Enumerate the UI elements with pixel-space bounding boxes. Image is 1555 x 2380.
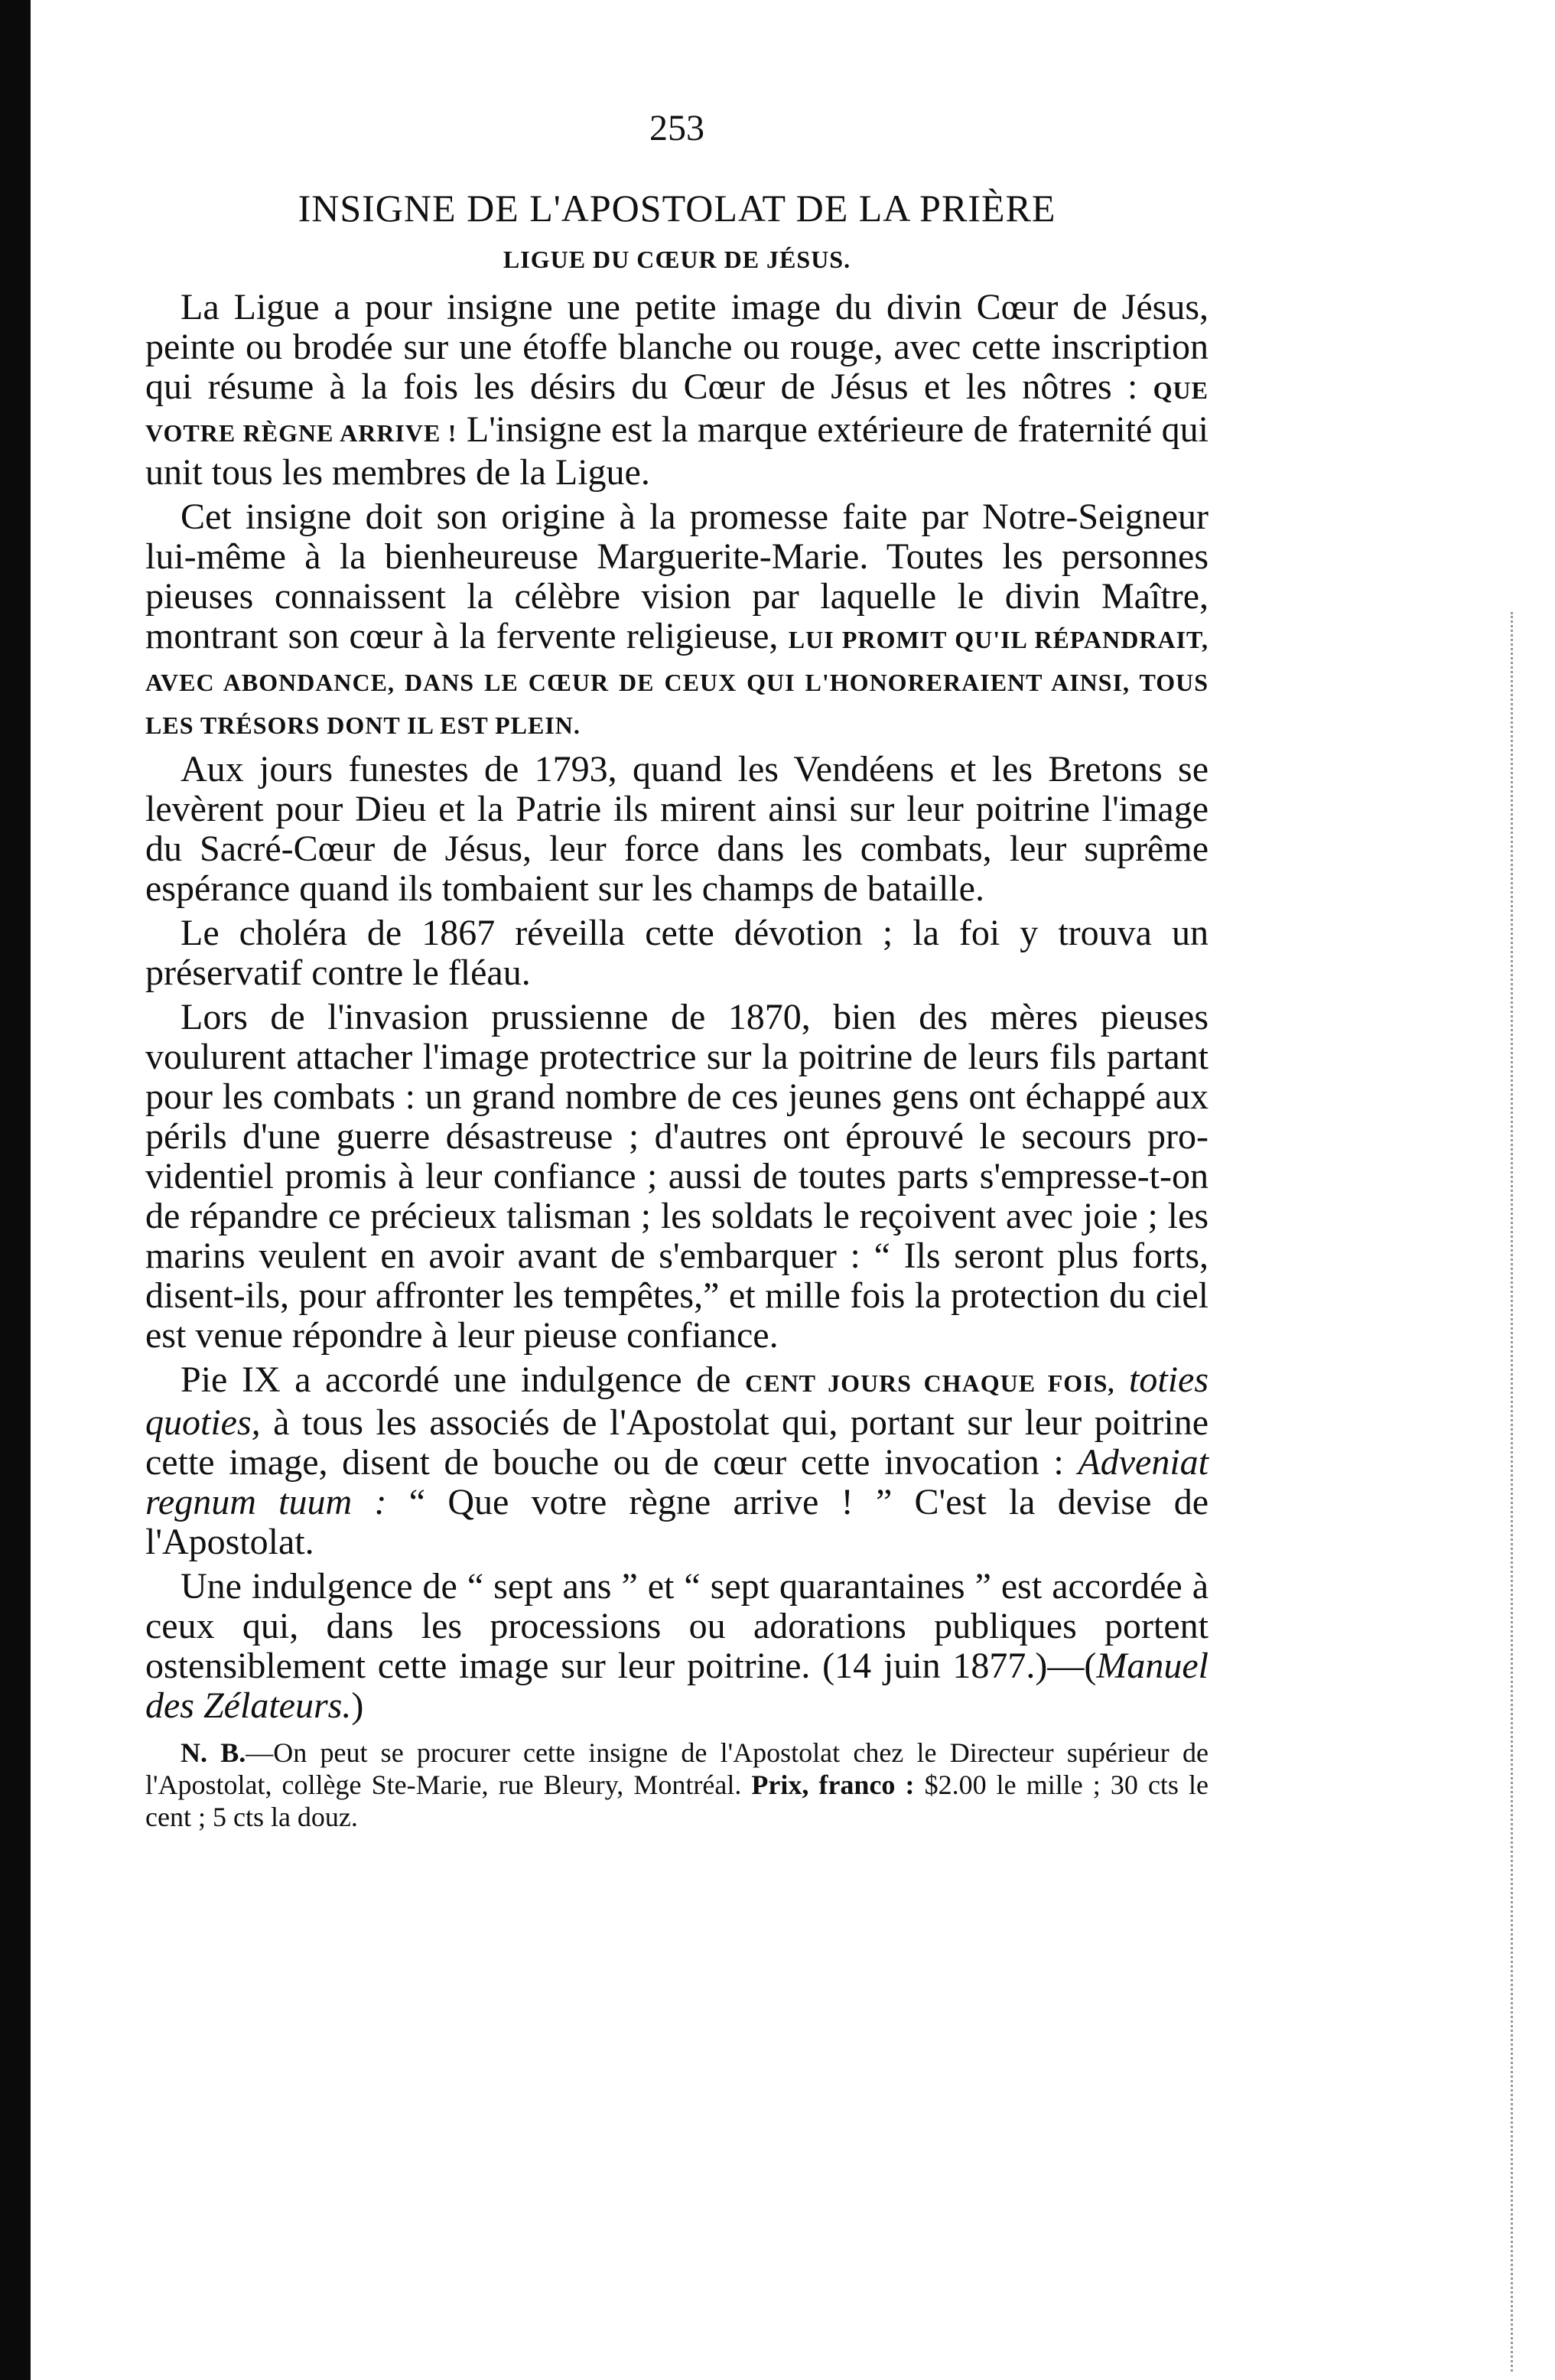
book-page — [145, 107, 1209, 1833]
paragraph-1793: Aux jours funestes de 1793, quand les Vendéens et les Bretons se levèrent pour Dieu et la Patrie ils mirent ainsi sur leur poitrine l'image du Sacré-Cœur de Jésus, leur force dans les combats, leur suprême espérance quand ils tombaient sur les champs de bataille. — [145, 749, 1209, 909]
binding-shadow — [0, 0, 31, 2380]
page-number: 253 — [649, 108, 704, 148]
paragraph-origine: Cet insigne doit son origine à la promesse faite par Notre-Seigneur lui-même à la bienheureuse Marguerite-Marie. Toutes les personnes pieuses connaissent la célèbre vision par laquelle le divin Maître, montrant son cœur à la fervente religieuse, LUI PROMIT QU'IL RÉPANDRAIT, AVEC ABONDANCE, DANS LE CŒUR DE CEUX QUI L'HONORERAIENT AINSI, TOUS LES TRÉSORS DONT IL EST PLEIN. — [145, 497, 1209, 739]
footnote-nb: N. B.—On peut se procurer cette insigne de l'Apostolat chez le Directeur supérieur de l'Apostolat, collège Ste-Marie, rue Bleury, Montréal. Prix, franco : $2.00 le mille ; 30 cts le cent ; 5 cts la douz. — [145, 1737, 1209, 1832]
paragraph-1870: Lors de l'invasion prussienne de 1870, bien des mères pieuses voulurent attacher l'image protectrice sur la poitrine de leurs fils partant pour les combats : un grand nombre de ces jeunes gens ont échappé aux périls d'une guerre désastreuse ; d'autres ont éprouvé le secours providentiel promis à leur confiance ; aussi de toutes parts s'empresse-t-on de répandre ce précieux talisman ; les soldats le reçoivent avec joie ; les marins veulent en avoir avant de s'embarquer : “ Ils seront plus forts, disent-ils, pour affronter les tempêtes,” et mille fois la protection du ciel est venue répondre à leur pieuse confiance. — [145, 997, 1209, 1356]
small-caps-promise: LUI PROMIT QU'IL RÉPANDRAIT, AVEC ABONDANCE, DANS LE CŒUR DE CEUX QUI L'HONORERAIENT AINSI, TOUS LES TRÉSORS DONT IL EST PLEIN. — [145, 626, 1209, 739]
paragraph-ligue: La Ligue a pour insigne une petite image du divin Cœur de Jésus, peinte ou brodée sur une étoffe blanche ou rouge, avec cette inscription qui résume à la fois les désirs du Cœur de Jésus et les nôtres : QUE VOTRE RÈGNE ARRIVE ! L'insigne est la marque extérieure de fraternité qui unit tous les membres de la Ligue. — [145, 287, 1209, 493]
page-title: INSIGNE DE L'APOSTOLAT DE LA PRIÈRE — [298, 187, 1056, 230]
paragraph-cholera: Le choléra de 1867 réveilla cette dévotion ; la foi y trouva un préservatif contre le fléau. — [145, 913, 1209, 993]
scan-edge-marks — [1511, 612, 1536, 2372]
paragraph-sept-ans: Une indulgence de “ sept ans ” et “ sept quarantaines ” est accordée à ceux qui, dans les processions ou adorations publiques portent ostensiblement cette image sur leur poitrine. (14 juin 1877.)—(Manuel des Zélateurs.) — [145, 1566, 1209, 1726]
page-subtitle: LIGUE DU CŒUR DE JÉSUS. — [503, 246, 851, 273]
small-caps-motto: QUE VOTRE RÈGNE ARRIVE ! — [145, 376, 1209, 447]
paragraph-indulgence-pie-ix: Pie IX a accordé une indulgence de CENT JOURS CHAQUE FOIS, toties quoties, à tous les associés de l'Apostolat qui, portant sur leur poitrine cette image, disent de bouche ou de cœur cette invocation : Adveniat regnum tuum : “ Que votre règne arrive ! ” C'est la devise de l'Apostolat. — [145, 1359, 1209, 1562]
